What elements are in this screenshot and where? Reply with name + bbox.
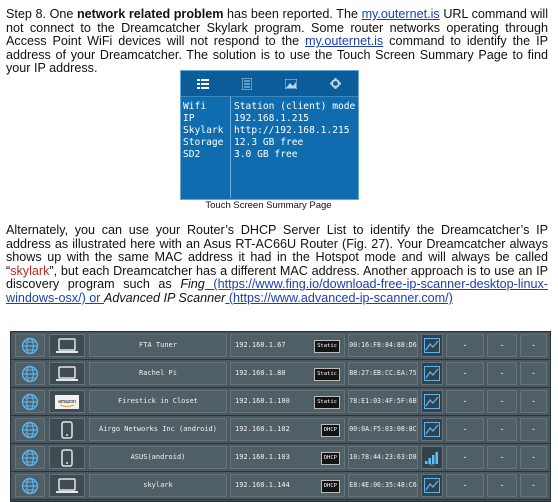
client-row <box>11 332 550 360</box>
client-mac: 00:0A:F5:03:08:8C <box>348 418 418 441</box>
ip-cell <box>230 474 345 497</box>
tx-rate: - <box>446 446 484 469</box>
summary-key: SD2 <box>183 149 201 160</box>
laptop-icon[interactable] <box>49 362 85 385</box>
svg-text:amazon: amazon <box>58 398 76 405</box>
laptop-icon[interactable] <box>49 334 85 357</box>
traffic-chart-icon[interactable] <box>421 334 443 357</box>
outernet-link-1[interactable]: my.outernet.is <box>361 7 440 21</box>
client-row <box>11 360 550 388</box>
summary-key: IP <box>183 113 195 124</box>
image-icon[interactable] <box>269 71 313 96</box>
phone-icon[interactable] <box>49 446 85 469</box>
touch-screen-summary <box>180 70 359 200</box>
panel-tab-bar <box>181 71 358 97</box>
client-name[interactable]: Airgo Networks Inc (android) <box>89 418 227 441</box>
svg-text:5G: 5G <box>429 462 435 466</box>
access-time: - <box>520 474 547 497</box>
access-time: - <box>520 334 547 357</box>
client-mac: B8:27:EB:CC:EA:75 <box>348 362 418 385</box>
summary-row-skylark <box>181 125 358 137</box>
text-span: ”, but each Dreamcatcher has a different MAC address. Another approach is to use an IP discovery program such as <box>6 263 548 292</box>
client-name[interactable]: Firestick in Closet <box>89 390 227 413</box>
client-mac: 10:78:44:23:63:D8 <box>348 446 418 469</box>
ip-cell <box>230 446 345 469</box>
summary-key: Skylark <box>183 125 224 136</box>
list-icon[interactable] <box>181 71 225 96</box>
client-row <box>11 472 550 500</box>
tx-rate: - <box>446 362 484 385</box>
gear-icon[interactable] <box>313 71 357 96</box>
access-time: - <box>520 362 547 385</box>
summary-value: 192.168.1.215 <box>234 113 310 124</box>
client-name[interactable]: ASUS(android) <box>89 446 227 469</box>
tx-rate: - <box>446 390 484 413</box>
ip-type-badge: DHCP <box>321 452 340 465</box>
text-span: has been reported. The <box>223 7 362 21</box>
router-client-table <box>10 331 551 502</box>
client-name[interactable]: skylark <box>89 474 227 497</box>
summary-value: http://192.168.1.215 <box>234 125 350 136</box>
rx-rate: - <box>487 446 517 469</box>
text-span: command to identify the IP address of your Dreamcatcher. The solution is to use the Touch Screen Summary Page to find your IP address. <box>6 34 548 76</box>
ip-type-badge: Static <box>314 340 340 353</box>
client-name[interactable]: FTA Tuner <box>89 334 227 357</box>
summary-row-wifi <box>181 101 358 113</box>
summary-row-storage <box>181 137 358 149</box>
advanced-ip-scanner-link[interactable]: (https://www.advanced-ip-scanner.com/) <box>225 290 453 305</box>
ip-cell <box>230 390 345 413</box>
text-span: URL command will not connect to the Dreamcatcher Skylark program. Some router networks operating through Access Point WiFi devices will not respond to the <box>6 7 548 49</box>
figure-caption: Touch Screen Summary Page <box>205 200 332 211</box>
summary-value: 3.0 GB free <box>234 149 298 160</box>
globe-icon[interactable] <box>15 418 45 441</box>
client-ip: 192.168.1.102 <box>235 425 290 433</box>
tx-rate: - <box>446 334 484 357</box>
fing-link[interactable]: (https://www.fing.io/download-free-ip-scanner-desktop-linux-windows-osx/) or <box>6 277 548 305</box>
summary-key: Wifi <box>183 101 207 112</box>
client-ip: 192.168.1.67 <box>235 341 286 349</box>
traffic-chart-icon[interactable] <box>421 390 443 413</box>
rx-rate: - <box>487 474 517 497</box>
text-span: Step 8. One <box>6 7 77 21</box>
ip-type-badge: Static <box>314 368 340 381</box>
summary-value: Station (client) mode <box>234 101 356 112</box>
globe-icon[interactable] <box>15 474 45 497</box>
rx-rate: - <box>487 362 517 385</box>
amazon-icon[interactable] <box>49 390 85 413</box>
traffic-chart-icon[interactable] <box>421 474 443 497</box>
signal-bars-icon[interactable] <box>421 446 443 469</box>
summary-key: Storage <box>183 137 224 148</box>
client-ip: 192.168.1.103 <box>235 453 290 461</box>
phone-icon[interactable] <box>49 418 85 441</box>
ip-type-badge: Static <box>314 396 340 409</box>
tx-rate: - <box>446 418 484 441</box>
alternate-paragraph <box>6 224 548 306</box>
client-row <box>11 388 550 416</box>
access-time: - <box>520 446 547 469</box>
outernet-link-2[interactable]: my.outernet.is <box>305 34 384 49</box>
client-ip: 192.168.1.100 <box>235 397 290 405</box>
traffic-chart-icon[interactable] <box>421 362 443 385</box>
text-icon[interactable] <box>225 71 269 96</box>
client-mac: E8:4E:06:35:48:C6 <box>348 474 418 497</box>
ip-cell <box>230 418 345 441</box>
client-mac: 00:16:F8:84:88:D6 <box>348 334 418 357</box>
traffic-chart-icon[interactable] <box>421 418 443 441</box>
client-name[interactable]: Rachel Pi <box>89 362 227 385</box>
globe-icon[interactable] <box>15 334 45 357</box>
text-span: Alternately, you can use your Router’s DHCP Server List to identify the Dreamcatcher’s IP address as illustrated here with an Asus RT-AC66U Router (Fig. 27). Your Dreamcatcher always shows up with the same MAC address it had in the Hotspot mode and will always be called “ <box>6 223 548 278</box>
summary-row-ip <box>181 113 358 125</box>
ip-type-badge: DHCP <box>321 424 340 437</box>
laptop-icon[interactable] <box>49 474 85 497</box>
step8-paragraph <box>6 8 548 76</box>
client-row <box>11 416 550 444</box>
skylark-highlight: skylark <box>10 263 50 278</box>
client-ip: 192.168.1.144 <box>235 481 290 489</box>
access-time: - <box>520 418 547 441</box>
rx-rate: - <box>487 418 517 441</box>
access-time: - <box>520 390 547 413</box>
rx-rate: - <box>487 334 517 357</box>
tx-rate: - <box>446 474 484 497</box>
advanced-ip-scanner-name: Advanced IP Scanner <box>103 290 226 305</box>
summary-value: 12.3 GB free <box>234 137 304 148</box>
globe-icon[interactable] <box>15 362 45 385</box>
globe-icon[interactable] <box>15 390 45 413</box>
globe-icon[interactable] <box>15 446 45 469</box>
summary-row-sd2 <box>181 149 358 161</box>
client-ip: 192.168.1.80 <box>235 369 286 377</box>
ip-cell <box>230 334 345 357</box>
client-mac: 78:E1:03:4F:5F:6B <box>348 390 418 413</box>
ip-type-badge: DHCP <box>321 480 340 493</box>
rx-rate: - <box>487 390 517 413</box>
client-row <box>11 444 550 472</box>
bold-phrase: network related problem <box>76 7 224 21</box>
fing-name: Fing <box>180 277 205 292</box>
ip-cell <box>230 362 345 385</box>
